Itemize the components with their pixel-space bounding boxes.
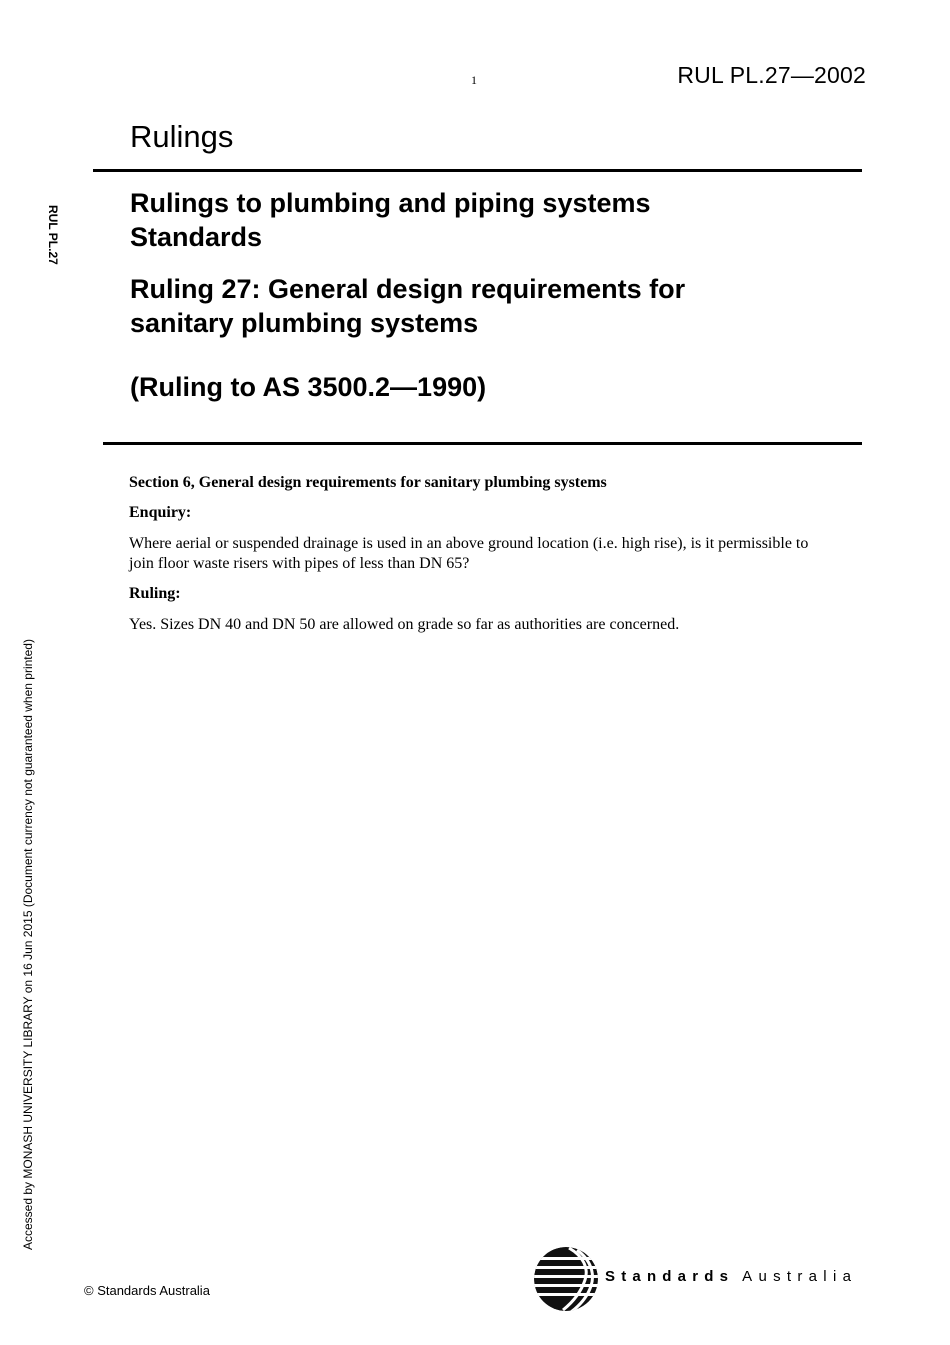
title-block <box>130 186 830 404</box>
brand-name <box>605 1268 857 1285</box>
ruling-text: Yes. Sizes DN 40 and DN 50 are allowed on grade so far as authorities are concerned. <box>129 616 680 633</box>
standards-australia-logo-icon <box>533 1246 599 1312</box>
ruling-title-line-1: Ruling 27: General design requirements for <box>130 274 686 304</box>
copyright-notice: © Standards Australia <box>84 1283 210 1298</box>
enquiry-text: Where aerial or suspended drainage is used in an above ground location (i.e. high rise), is it permissible to join floor waste risers with pipes of less than DN 65? <box>129 535 809 572</box>
brand-name-light: Australia <box>742 1268 858 1285</box>
top-divider <box>93 169 862 172</box>
side-document-code <box>36 205 64 285</box>
ruling-title-line-2: sanitary plumbing systems <box>130 308 479 338</box>
standard-reference: (Ruling to AS 3500.2—1990) <box>130 372 487 402</box>
access-note <box>21 600 39 1250</box>
main-title-line-2: Standards <box>130 222 263 252</box>
brand-name-strong: Standards <box>605 1268 735 1285</box>
access-note-text: Accessed by MONASH UNIVERSITY LIBRARY on 16 Jun 2015 (Document currency not guaranteed when printed) <box>21 639 35 1250</box>
header-label: Rulings <box>130 119 234 154</box>
enquiry-label: Enquiry: <box>129 504 192 521</box>
main-title <box>130 186 830 254</box>
side-code-text: RUL PL.27 <box>46 205 60 265</box>
main-title-line-1: Rulings to plumbing and piping systems <box>130 188 651 218</box>
bottom-divider <box>103 442 862 445</box>
document-code: RUL PL.27—2002 <box>677 62 866 88</box>
ruling-title <box>130 272 830 340</box>
section-heading: Section 6, General design requirements for sanitary plumbing systems <box>129 474 607 491</box>
ruling-label: Ruling: <box>129 585 181 602</box>
page-number: 1 <box>471 73 477 87</box>
document-body <box>129 473 829 645</box>
